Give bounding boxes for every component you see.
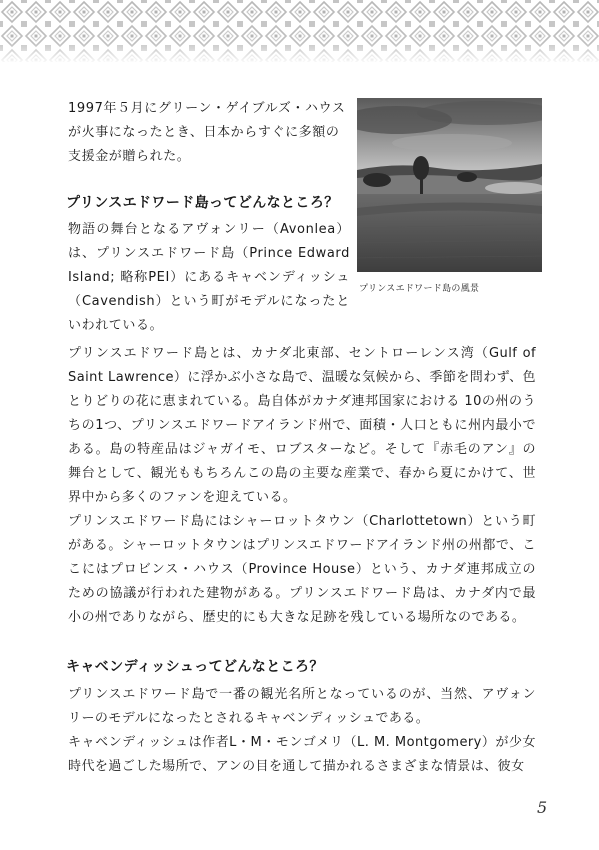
intro-paragraph: [68, 97, 350, 169]
section-heading-cavendish: キャベンディッシュってどんなところ？: [66, 659, 324, 675]
paragraph-charlottetown: プリンスエドワード島にはシャーロットタウン（Charlottetown）という町がある。シャーロットタウンはプリンスエドワードアイランド州の州都で、ここにはプロビンス・ハウス（Province House）という、カナダ連邦成立のための協議が行われた建物がある。プリンスエドワード島は、カナダ内で最小の州でありながら、歴史的にも大きな足跡を残している場所なのである。: [68, 514, 536, 625]
paragraph-montgomery: キャベンディッシュは作者L・M・モンゴメリ（L. M. Montgomery）が少女時代を過ごした場所で、アンの目を通して描かれるさまざまな情景は、彼女: [68, 735, 536, 774]
page-number: 5: [537, 798, 548, 817]
landscape-photo: [357, 98, 542, 272]
section-heading-pei: プリンスエドワード島ってどんなところ？: [66, 195, 339, 211]
header-pattern: [0, 0, 599, 62]
paragraph-cavendish-attraction: プリンスエドワード島で一番の観光名所となっているのが、当然、アヴォンリーのモデルになったとされるキャベンディッシュである。: [68, 687, 536, 726]
photo-caption: プリンスエドワード島の風景: [359, 284, 480, 294]
intro-text: 1997年５月にグリーン・ゲイブルズ・ハウスが火事になったとき、日本からすぐに多額の支援金が贈られた。: [68, 101, 346, 164]
paragraph-avonlea: 物語の舞台となるアヴォンリー（Avonlea）は、プリンスエドワード島（Prince Edward Island; 略称PEI）にあるキャベンディッシュ（Cavendish）という町がモデルになったといわれている。: [68, 222, 350, 333]
paragraph-pei-description: プリンスエドワード島とは、カナダ北東部、セントローレンス湾（Gulf of Saint Lawrence）に浮かぶ小さな島で、温暖な気候から、季節を問わず、色とりどりの花に恵まれている。島自体がカナダ連邦国家における 10の州のうちの1つ、プリンスエドワードアイランド州で、面積・人口ともに州内最小である。島の特産品はジャガイモ、ロブスターなど。そして『赤毛のアン』の舞台として、観光ももちろんこの島の主要な産業で、春から夏にかけて、世界中から多くのファンを迎えている。: [68, 346, 536, 505]
